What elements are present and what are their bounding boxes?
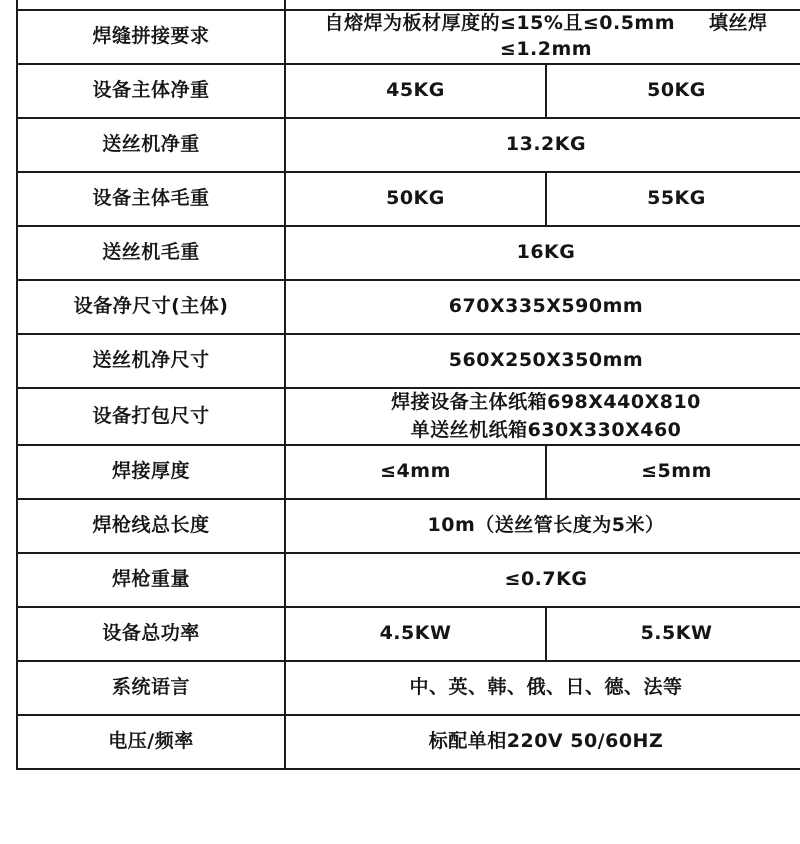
table-row: [17, 499, 800, 553]
table-row: [17, 607, 800, 661]
packing-size-line-1: 焊接设备主体纸箱698X440X810: [391, 391, 701, 413]
row-value-packing-size: [285, 388, 800, 445]
row-value-weld-seam-requirement: [285, 10, 800, 64]
row-value-torch-cable-length: 10m（送丝管长度为5米）: [285, 499, 800, 553]
table-row: [17, 661, 800, 715]
row-value-total-power-right: 5.5KW: [546, 607, 800, 661]
row-label-wire-feeder-gross-weight: 送丝机毛重: [17, 226, 285, 280]
table-body: [17, 0, 800, 769]
specification-table: [16, 0, 800, 770]
row-label-main-unit-net-weight: 设备主体净重: [17, 64, 285, 118]
row-value-main-unit-gross-weight-left: 50KG: [285, 172, 546, 226]
row-value-wire-feeder-net-weight: 13.2KG: [285, 118, 800, 172]
table-row: [17, 118, 800, 172]
table-row: [17, 280, 800, 334]
row-label-weld-seam-requirement: 焊缝拼接要求: [17, 10, 285, 64]
page-bottom-whitespace: [0, 792, 800, 844]
table-row: [17, 445, 800, 499]
row-value-wire-feeder-gross-weight: 16KG: [285, 226, 800, 280]
row-value-main-unit-net-size: 670X335X590mm: [285, 280, 800, 334]
row-value-system-language: 中、英、韩、俄、日、德、法等: [285, 661, 800, 715]
row-value-voltage-frequency: 标配单相220V 50/60HZ: [285, 715, 800, 769]
row-label: [17, 0, 285, 10]
row-label-packing-size: 设备打包尺寸: [17, 388, 285, 445]
table-row: [17, 0, 800, 10]
row-label-torch-weight: 焊枪重量: [17, 553, 285, 607]
row-label-system-language: 系统语言: [17, 661, 285, 715]
row-value: [285, 0, 800, 10]
row-label-total-power: 设备总功率: [17, 607, 285, 661]
row-value-welding-thickness-right: ≤5mm: [546, 445, 800, 499]
row-label-wire-feeder-net-size: 送丝机净尺寸: [17, 334, 285, 388]
row-value-total-power-left: 4.5KW: [285, 607, 546, 661]
row-value-welding-thickness-left: ≤4mm: [285, 445, 546, 499]
table-row: [17, 10, 800, 64]
row-label-main-unit-gross-weight: 设备主体毛重: [17, 172, 285, 226]
value-part-primary: 自熔焊为板材厚度的≤15%且≤0.5mm: [324, 12, 676, 35]
table-row: [17, 553, 800, 607]
row-value-wire-feeder-net-size: 560X250X350mm: [285, 334, 800, 388]
row-value-torch-weight: ≤0.7KG: [285, 553, 800, 607]
row-value-main-unit-net-weight-right: 50KG: [546, 64, 800, 118]
row-label-torch-cable-length: 焊枪线总长度: [17, 499, 285, 553]
row-value-main-unit-gross-weight-right: 55KG: [546, 172, 800, 226]
table-row: [17, 172, 800, 226]
table-row: [17, 715, 800, 769]
row-label-main-unit-net-size: 设备净尺寸(主体): [17, 280, 285, 334]
table-row: [17, 334, 800, 388]
table-row: [17, 64, 800, 118]
row-value-main-unit-net-weight-left: 45KG: [285, 64, 546, 118]
table-row: [17, 226, 800, 280]
packing-size-line-2: 单送丝机纸箱630X330X460: [410, 418, 682, 441]
table-row: [17, 388, 800, 445]
value-part-secondary: 填丝焊≤1.2mm: [499, 12, 768, 60]
row-label-voltage-frequency: 电压/频率: [17, 715, 285, 769]
row-label-welding-thickness: 焊接厚度: [17, 445, 285, 499]
row-label-wire-feeder-net-weight: 送丝机净重: [17, 118, 285, 172]
